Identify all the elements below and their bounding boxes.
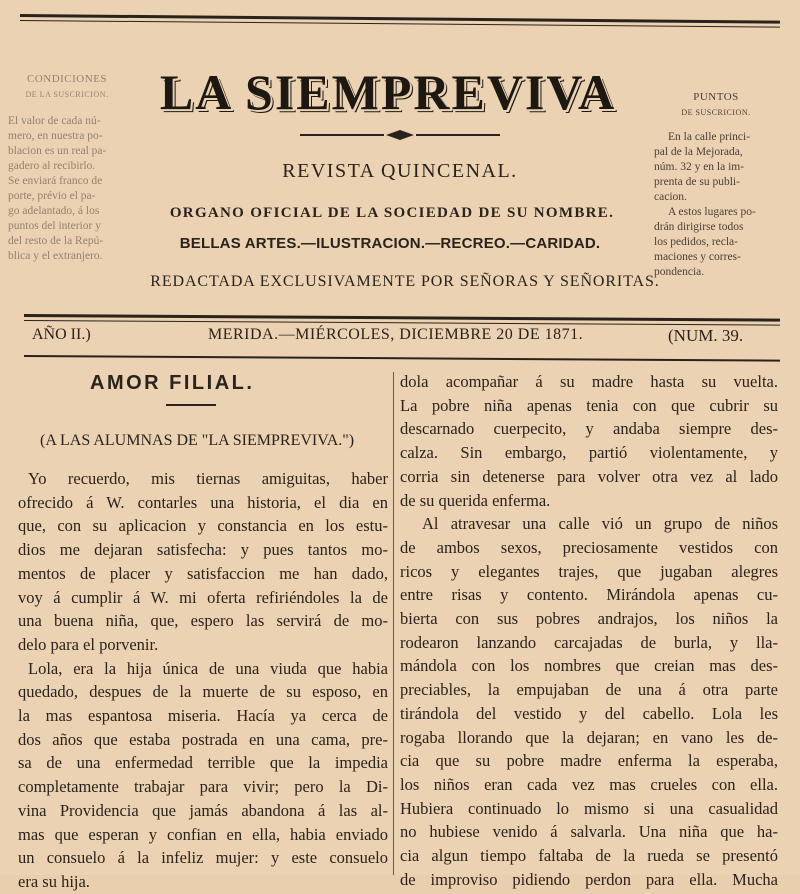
text-line: los niños eran cada vez mas crueles con ella. xyxy=(400,774,778,794)
dateline-year: AÑO II.) xyxy=(32,326,91,343)
puntos-heading: PUNTOS xyxy=(693,91,739,103)
condiciones-box xyxy=(8,72,126,264)
puntos-line: los pedidos, recla- xyxy=(654,236,738,248)
text-line: ricos y elegantes trajes, que jugaban alegres xyxy=(400,561,778,581)
text-line: La pobre niña apenas tenia con que cubrir su xyxy=(400,395,778,415)
column-divider xyxy=(393,372,394,875)
condiciones-line: gadero al recibirlo. xyxy=(8,160,96,172)
text-line: rogaba llorando que la dejaran; en vano les de- xyxy=(400,727,778,747)
condiciones-line: del resto de la Repú- xyxy=(8,235,104,247)
text-line: dios me dejaran satisfecha: y pues tantos mo- xyxy=(18,540,388,560)
text-line: era su hija. xyxy=(18,871,90,891)
text-line: cia algun tiempo faltaba de la rueda se presentó xyxy=(400,846,778,866)
puntos-line: A estos lugares po- xyxy=(668,206,756,218)
text-line: cia que su pobre madre enferma la esperaba, xyxy=(400,751,778,771)
text-line: vina Providencia que jamás abandona á las al- xyxy=(18,800,388,820)
text-line: de ambos sexos, preciosamente vestidos con xyxy=(400,537,778,557)
text-line: una buena niña, que, espero las servirá de mo- xyxy=(18,611,388,631)
text-line: voy á cumplir á W. mi oferta refiriéndoles la de xyxy=(18,587,388,607)
text-line: delo para el porvenir. xyxy=(18,634,159,654)
text-line: un consuelo á la infeliz mujer: y este consuelo xyxy=(18,848,388,868)
text-line: preciables, la empujaban de una á otra parte xyxy=(400,680,778,700)
masthead-secciones: BELLAS ARTES.—ILUSTRACION.—RECREO.—CARIDAD. xyxy=(179,235,601,252)
title-flourish xyxy=(166,404,216,406)
text-line: de improviso pidiendo perdon para ella. Mucha xyxy=(400,869,778,889)
text-line: la mas espantosa miseria. Hacía ya cerca de xyxy=(18,706,388,726)
text-line: Al atravesar una calle vió un grupo de niños xyxy=(422,514,778,534)
dateline-number: (NUM. 39. xyxy=(668,326,744,345)
text-line: de su querida enferma. xyxy=(400,490,551,510)
condiciones-line: mero, en nuestra po- xyxy=(8,130,103,142)
text-line: mas que esperan y confian en ella, habia enviado xyxy=(18,824,388,844)
text-line: mándola con los nombres que creian mas des- xyxy=(400,656,778,676)
text-line: dos años que estaba postrada en una cama, pre- xyxy=(18,729,388,749)
text-line: quedado, despues de la muerte de su esposo, en xyxy=(18,682,388,702)
masthead-subtitle: REVISTA QUINCENAL. xyxy=(282,160,518,182)
masthead-redactada: REDACTADA EXCLUSIVAMENTE POR SEÑORAS Y SEÑORITAS. xyxy=(150,273,660,290)
condiciones-heading: CONDICIONES xyxy=(26,73,108,85)
puntos-line: drán dirigirse todos xyxy=(654,221,744,233)
text-line: Lola, era la hija única de una viuda que habia xyxy=(28,658,388,678)
masthead-title: LA SIEMPREVIVA xyxy=(159,64,617,120)
text-line: mentos de placer y satisfaccion me han dado, xyxy=(18,563,388,583)
puntos-subheading: DE SUSCRICION. xyxy=(681,108,751,117)
puntos-line: pondencia. xyxy=(654,266,705,278)
top-rule xyxy=(20,14,780,24)
condiciones-line: porte, prévio el pa- xyxy=(8,190,96,202)
dateline-bottom-rule xyxy=(24,355,780,362)
text-line: sa de una enfermedad terrible que la impedia xyxy=(18,753,388,773)
text-line: Hubiera continuado lo mismo si una casualidad xyxy=(400,798,778,818)
puntos-line: En la calle princi- xyxy=(668,131,751,143)
puntos-box xyxy=(654,90,778,280)
dateline-date: MERIDA.—MIÉRCOLES, DICIEMBRE 20 DE 1871. xyxy=(208,326,584,343)
condiciones-subheading: DE LA SUSCRICION. xyxy=(25,90,109,99)
text-line: ofrecido á W. contarles una historia, el dia en xyxy=(18,492,388,512)
text-line: completamente trabajar para vivir; pero la Di- xyxy=(18,777,388,797)
article-column-2 xyxy=(400,370,778,891)
puntos-line: núm. 32 y en la im- xyxy=(654,161,745,173)
puntos-line: cacion. xyxy=(654,191,687,203)
text-line: no hubiese venido á salvarla. Una niña que ha- xyxy=(400,822,778,842)
condiciones-line: blacion es un real pa- xyxy=(8,145,107,157)
text-line: calza. Sin embargo, partió violentamente, y xyxy=(400,443,778,463)
condiciones-line: blica y el extranjero. xyxy=(8,250,103,262)
text-line: Yo recuerdo, mis tiernas amiguitas, haber xyxy=(28,469,388,488)
title-ornament xyxy=(300,128,500,142)
article-column-1 xyxy=(18,467,388,894)
condiciones-line: Se enviará franco de xyxy=(8,175,103,187)
puntos-line: pal de la Mejorada, xyxy=(654,146,743,158)
text-line: tirándola del vestido y del cabello. Lola les xyxy=(400,703,778,723)
article-title: AMOR FILIAL. xyxy=(90,372,255,394)
text-line: rodearon lanzando carcajadas de burla, y lla- xyxy=(400,632,778,652)
text-line: dola acompañar á su madre hasta su vuelta. xyxy=(400,372,778,391)
text-line: descarnado cuerpecito, y andaba siempre des- xyxy=(400,419,778,439)
text-line: corria sin detenerse para volver otra vez al lado xyxy=(400,466,778,486)
text-line: entre risas y contento. Mirándola apenas cu- xyxy=(400,585,778,605)
text-line: bierta con sus pobres andrajos, los niños la xyxy=(400,609,778,629)
puntos-line: prenta de su publi- xyxy=(654,176,740,188)
masthead-organo: ORGANO OFICIAL DE LA SOCIEDAD DE SU NOMBRE. xyxy=(169,205,615,221)
article-dedication: (A LAS ALUMNAS DE "LA SIEMPREVIVA.") xyxy=(40,432,355,449)
condiciones-line: go adelantado, á los xyxy=(8,205,100,217)
puntos-line: maciones y corres- xyxy=(654,251,741,263)
condiciones-line: El valor de cada nú- xyxy=(8,115,101,127)
text-line: que, con su aplicacion y constancia en los estu- xyxy=(18,516,388,536)
condiciones-line: puntos del interior y xyxy=(8,220,101,232)
